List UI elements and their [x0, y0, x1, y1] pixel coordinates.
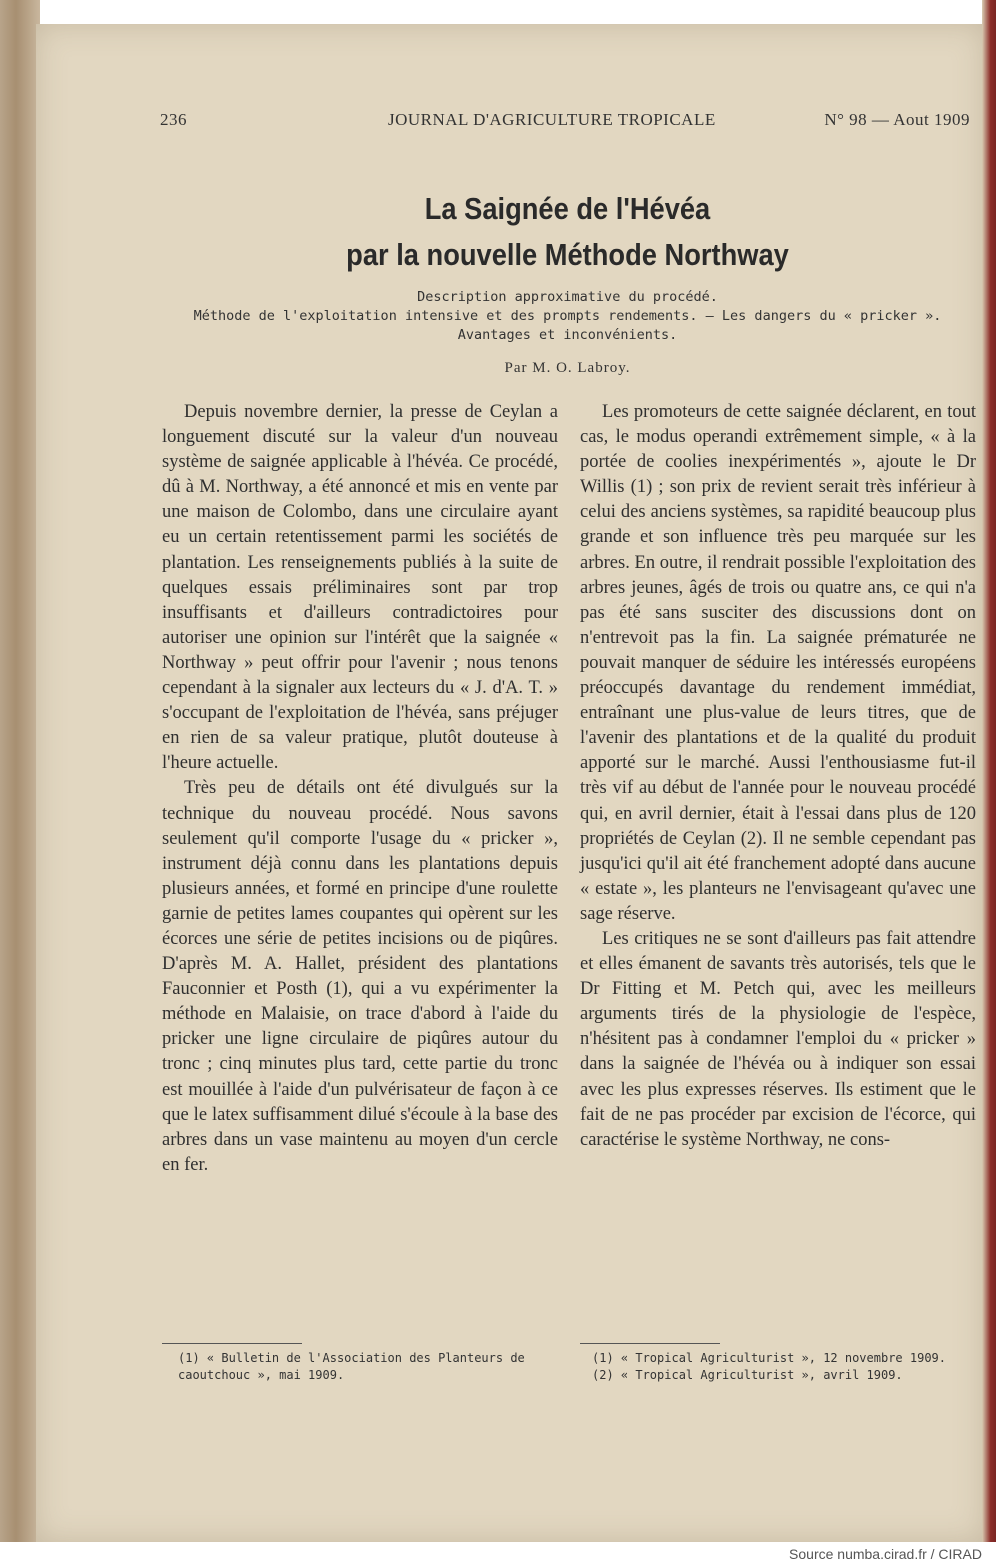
paragraph: Depuis novembre dernier, la presse de Ceylan a longuement discuté sur la valeur d'un nouveau système de saignée applicable à l'hévéa. Ce procédé, dû à M. Northway, a été annoncé et mis en vente par une maison de Colombo, dans une circulaire ayant eu un certain retentissement parmi les sociétés de plantation. Les renseignements publiés à la suite de quelques essais préliminaires sont par trop insuffisants et d'ailleurs contradictoires pour autoriser une opinion sur l'intérêt que la saignée « Northway » peut offrir pour l'avenir ; nous tenons cependant à la signaler aux lecteurs du « J. d'A. T. » s'occupant de l'exploitation de l'hévéa, sans préjuger en rien de sa valeur pratique, plutôt douteuse à l'heure actuelle. — [162, 402, 558, 774]
paragraph: Très peu de détails ont été divulgués sur la technique du nouveau procédé. Nous savons seulement qu'il comporte l'usage du « pricker », instrument déjà connu dans les plantations depuis plusieurs années, et formé en principe d'une roulette garnie de petites lames coupantes qui opèrent sur les écorces une série de petites incisions ou de piqûres. D'après M. A. Hallet, président des plantations Fauconnier et Posth (1), qui a vu expérimenter la méthode en Malaisie, on trace d'abord à l'aide du pricker une ligne circulaire de piqûres autour du tronc ; cinq minutes plus tard, cette partie du tronc est mouillée à l'aide d'un pulvérisateur de façon à ce que le latex suffisamment dilué s'écoule à la base des arbres dans un vase maintenu au moyen d'un cercle en fer. — [162, 778, 558, 1175]
article-title — [209, 186, 926, 278]
footnotes-left — [178, 1350, 558, 1384]
left-text-column — [162, 400, 558, 1178]
issue-number: N° 98 — Aout 1909 — [824, 110, 970, 129]
right-text-column — [580, 400, 976, 1153]
author-byline: Par M. O. Labroy. — [504, 360, 631, 376]
paragraph: Les promoteurs de cette saignée déclarent, en tout cas, le modus operandi extrêmement simple, « à la portée de coolies inexpérimentés », ajoute le Dr Willis (1) ; son prix de revient serait très inférieur à celui des anciens systèmes, sa rapidité beaucoup plus grande et son influence très peu marquée sur les arbres. En outre, il rendrait possible l'exploitation des arbres jeunes, âgés de trois ou quatre ans, ce qui n'a pas été sans susciter des discussions dont on n'entrevoit pas la fin. La saignée prématurée ne pouvait manquer de séduire les intéressés européens préoccupés davantage du rendement immédiat, entraînant une plus-value de leurs titres, que de l'avenir des plantations et de la qualité du produit apporté sur le marché. Aussi l'enthousiasme fut-il très vif au début de l'année pour le nouveau procédé qui, en avril dernier, était à l'essai dans plus de 120 propriétés de Ceylan (2). Il ne semble cependant pas jusqu'ici qu'il ait été franchement adopté dans aucune « estate », les planteurs ne l'envisageant qu'avec une sage réserve. — [580, 402, 976, 924]
book-cover-edge — [982, 0, 996, 1542]
running-header — [160, 110, 970, 134]
footnote: (1) « Bulletin de l'Association des Planteurs de caoutchouc », mai 1909. — [178, 1351, 525, 1382]
title-line-2: par la nouvelle Méthode Northway — [346, 237, 789, 272]
footnote: (1) « Tropical Agriculturist », 12 novembre 1909. — [592, 1351, 947, 1365]
footnotes-right — [592, 1350, 972, 1384]
summary-line-1: Description approximative du procédé. — [417, 289, 718, 305]
article-summary — [160, 288, 975, 345]
source-credit: Source numba.cirad.fr / CIRAD — [789, 1546, 982, 1562]
footnote-divider — [580, 1343, 720, 1344]
title-line-1: La Saignée de l'Hévéa — [424, 191, 711, 226]
book-binding-edge — [0, 0, 40, 1542]
footnote: (2) « Tropical Agriculturist », avril 1909. — [592, 1368, 903, 1382]
summary-line-2: Méthode de l'exploitation intensive et des prompts rendements. — Les dangers du « pricker ». — [193, 308, 942, 324]
footnote-divider — [162, 1343, 302, 1344]
paragraph: Les critiques ne se sont d'ailleurs pas fait attendre et elles émanent de savants très autorisés, tels que le Dr Fitting et M. Petch qui, avec les meilleurs arguments tirés de la physiologie de l'espèce, n'hésitent pas à condamner l'emploi du « pricker » dans la saignée de l'hévéa ou à indiquer son essai avec les plus expresses réserves. Ils estiment que le fait de ne pas procéder par excision de l'écorce, qui caractérise le système Northway, ne cons- — [580, 928, 976, 1150]
journal-title: JOURNAL D'AGRICULTURE TROPICALE — [388, 110, 716, 129]
summary-line-3: Avantages et inconvénients. — [457, 327, 678, 343]
page-number: 236 — [160, 110, 187, 129]
